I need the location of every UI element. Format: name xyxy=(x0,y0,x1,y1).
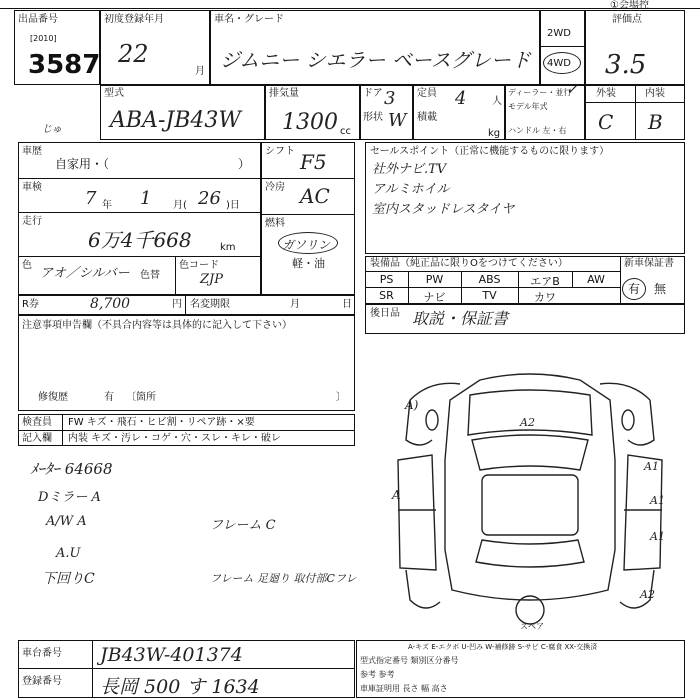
score-label: 評価点 xyxy=(612,14,642,25)
name-grade-label: 車名・グレード xyxy=(214,14,284,25)
first-reg-label: 初度登録年月 xyxy=(104,14,164,25)
km-unit: km xyxy=(220,242,236,253)
top-border xyxy=(0,8,700,9)
cc-unit: cc xyxy=(340,126,351,137)
year-small: [2010] xyxy=(30,34,57,43)
fuel-circle xyxy=(278,232,338,254)
inspector-note-1: ﾒｰﾀｰ 64668 xyxy=(30,460,113,478)
doors-label: ドア xyxy=(363,88,383,99)
mileage-value: 6万4千668 xyxy=(88,228,192,252)
day-unit: )日 xyxy=(226,200,240,211)
score-value: 3.5 xyxy=(605,50,647,80)
recycle-value: 8,700 xyxy=(90,296,131,312)
warranty-circle xyxy=(622,278,646,300)
displacement-value: 1300 xyxy=(282,110,338,135)
color-label: 色 xyxy=(22,260,32,271)
lot-number: 3587 xyxy=(28,50,101,80)
registration-label: 登録番号 xyxy=(22,676,62,687)
inspector-row-1: FW キズ・飛石・ヒビ割・リペア跡・×要 xyxy=(68,417,255,428)
drive-4wd: 4WD xyxy=(547,58,571,69)
col-divider xyxy=(620,256,621,304)
inspection-year: 7 xyxy=(85,188,97,209)
shape-value: W xyxy=(388,110,407,131)
inspector-note-4: フレーム C xyxy=(210,518,276,533)
inspector-note-7: フレーム 足廻り 取付部Cフレ xyxy=(210,572,357,585)
equip-sr: SR xyxy=(379,289,394,302)
usage-value: 自家用・（ xyxy=(55,157,110,171)
inspector-note-6: 下回りC xyxy=(42,571,95,587)
mark-a1-right-1: A1 xyxy=(644,460,659,473)
equip-airbag: エアB xyxy=(530,275,560,288)
equip-pw: PW xyxy=(425,273,444,286)
model-label: 型式 xyxy=(104,88,124,99)
yen-unit: 円 xyxy=(172,299,182,310)
repair-place: 〔箇所 xyxy=(126,392,156,403)
sales-point-1: 社外ナビ.TV xyxy=(372,162,447,177)
mark-a1-right-2: A1 xyxy=(650,494,665,507)
interior-value: B xyxy=(648,110,663,134)
shape-label: 形状 xyxy=(363,112,383,123)
exterior-label: 外装 xyxy=(596,88,616,99)
row-divider xyxy=(365,287,620,288)
equip-ps: PS xyxy=(379,273,394,286)
notes-title: 注意事項申告欄（不具合内容等は具体的に記入して下さい） xyxy=(22,320,292,331)
month-unit: 月( xyxy=(173,200,187,211)
inspector-row-2: 内装 キズ・汚レ・コゲ・穴・スレ・キレ・破レ xyxy=(68,433,281,444)
inspection-day: 26 xyxy=(198,188,221,209)
new-warranty-label: 新車保証書 xyxy=(624,258,674,269)
fuel-value: ガソリン xyxy=(282,238,331,252)
recycle-label: R券 xyxy=(22,299,39,310)
color-code-value: ZJP xyxy=(200,272,223,287)
registration-value: 長岡 500 す 1634 xyxy=(100,676,260,698)
interior-label: 内装 xyxy=(645,88,665,99)
inspection-label: 車検 xyxy=(22,182,42,193)
name-day: 日 xyxy=(342,299,352,310)
name-month: 月 xyxy=(290,299,300,310)
equip-leather: カワ xyxy=(534,291,556,304)
ext-int-hdivider xyxy=(585,102,685,103)
aftermarket-label: 後日品 xyxy=(370,308,400,319)
col-divider xyxy=(62,414,63,446)
equipment-label: 装備品（純正品に限りOをつけてください） xyxy=(370,258,568,269)
legend-line-1: A-キズ E-エクボ U-凹み W-補修跡 S-サビ C-腐食 XX-交換済 xyxy=(408,643,598,651)
inspector-label-1: 検査員 xyxy=(22,417,52,428)
fuel-label: 燃料 xyxy=(265,218,285,229)
sales-point-2: アルミホイル xyxy=(372,182,450,197)
ac-label: 冷房 xyxy=(265,182,285,193)
sales-points-label: セールスポイント（正常に機能するものに限ります） xyxy=(370,146,610,157)
sales-point-3: 室内スタッドレスタイヤ xyxy=(372,202,515,217)
row-divider xyxy=(261,178,355,179)
ac-value: AC xyxy=(300,184,330,208)
exterior-value: C xyxy=(598,110,614,134)
row-divider xyxy=(18,256,261,257)
mark-a2-roof: A2 xyxy=(520,416,535,429)
chassis-label: 車台番号 xyxy=(22,648,62,659)
mark-a-front-left: A) xyxy=(405,398,419,412)
repair-label: 修復歴 xyxy=(38,392,68,403)
equip-tv: TV xyxy=(482,289,497,302)
drive-2wd: 2WD xyxy=(547,28,571,39)
mark-a2-rear: A2 xyxy=(640,588,655,601)
mileage-label: 走行 xyxy=(22,216,42,227)
mark-a1-right-3: A1 xyxy=(650,530,665,543)
first-reg-value: 22 xyxy=(118,40,149,68)
equip-aw: AW xyxy=(587,273,605,286)
warranty-yes: 有 xyxy=(628,282,641,296)
ext-int-divider xyxy=(635,85,636,140)
inspector-note-2: Dミラー A xyxy=(38,490,101,505)
equip-navi: ナビ xyxy=(423,291,446,304)
recycle-row xyxy=(18,295,355,315)
model-year-label: モデル年式 xyxy=(508,102,548,111)
doors-value: 3 xyxy=(384,88,396,109)
name-grade-value: ジムニー シエラー ベースグレード xyxy=(220,48,531,72)
displacement-label: 排気量 xyxy=(269,88,299,99)
handle-label: ハンドル 左・右 xyxy=(508,126,567,135)
row-divider xyxy=(18,430,355,431)
usage-close: ） xyxy=(238,157,251,171)
capacity-label: 定員 xyxy=(417,88,437,99)
aftermarket-value: 取説・保証書 xyxy=(412,309,509,328)
chassis-value: JB43W-401374 xyxy=(100,644,243,666)
model-value: ABA-JB43W xyxy=(110,108,241,133)
capacity-value: 4 xyxy=(455,88,467,109)
inspector-label-2: 記入欄 xyxy=(22,433,52,444)
equip-abs: ABS xyxy=(478,273,501,286)
lot-note: じゅ xyxy=(42,124,62,135)
dealer-label: ディーラー・並行 xyxy=(508,88,572,97)
inspection-month: 1 xyxy=(140,188,152,209)
col-divider xyxy=(92,640,93,698)
stock-label: 出品番号 xyxy=(18,14,58,25)
shift-value: F5 xyxy=(300,150,327,174)
load-label: 積載 xyxy=(417,112,437,123)
drive-4wd-circle xyxy=(543,52,581,74)
name-change-label: 名変期限 xyxy=(190,299,230,310)
repair-close: 〕 xyxy=(336,392,346,403)
row-divider xyxy=(18,668,355,669)
row-divider xyxy=(18,212,261,213)
legend-line-4: 車庫証明用 長さ 幅 高さ xyxy=(360,684,448,693)
shift-label: シフト xyxy=(265,146,295,157)
color-code-label: 色コード xyxy=(179,260,219,271)
person-unit: 人 xyxy=(492,96,502,107)
row-divider xyxy=(365,271,620,272)
legend-line-3: 参考 参考 xyxy=(360,670,395,679)
month-suffix: 月 xyxy=(195,66,205,77)
mark-a-left: A xyxy=(392,488,401,502)
drive-divider xyxy=(540,46,585,47)
color-change-label: 色替 xyxy=(140,270,160,281)
kg-unit: kg xyxy=(488,128,501,139)
repair-has: 有 xyxy=(104,392,114,403)
year-unit: 年 xyxy=(102,200,112,211)
spare-label: スペア xyxy=(520,622,544,631)
fuel-alt: 軽・油 xyxy=(292,257,325,270)
row-divider xyxy=(18,178,261,179)
inspector-note-3: A/W A xyxy=(46,514,87,529)
usage-label: 車歴 xyxy=(22,146,42,157)
col-divider xyxy=(175,256,176,295)
col-divider xyxy=(185,295,186,315)
venue-label: ①会場控 xyxy=(610,0,649,11)
legend-line-2: 型式指定番号 類別区分番号 xyxy=(360,656,459,665)
color-value: アオ／シルバー xyxy=(40,266,130,281)
dealer-check: ✓ xyxy=(566,82,578,98)
row-divider xyxy=(261,214,355,215)
warranty-no: 無 xyxy=(654,282,667,296)
inspector-note-5: A.U xyxy=(56,546,81,561)
